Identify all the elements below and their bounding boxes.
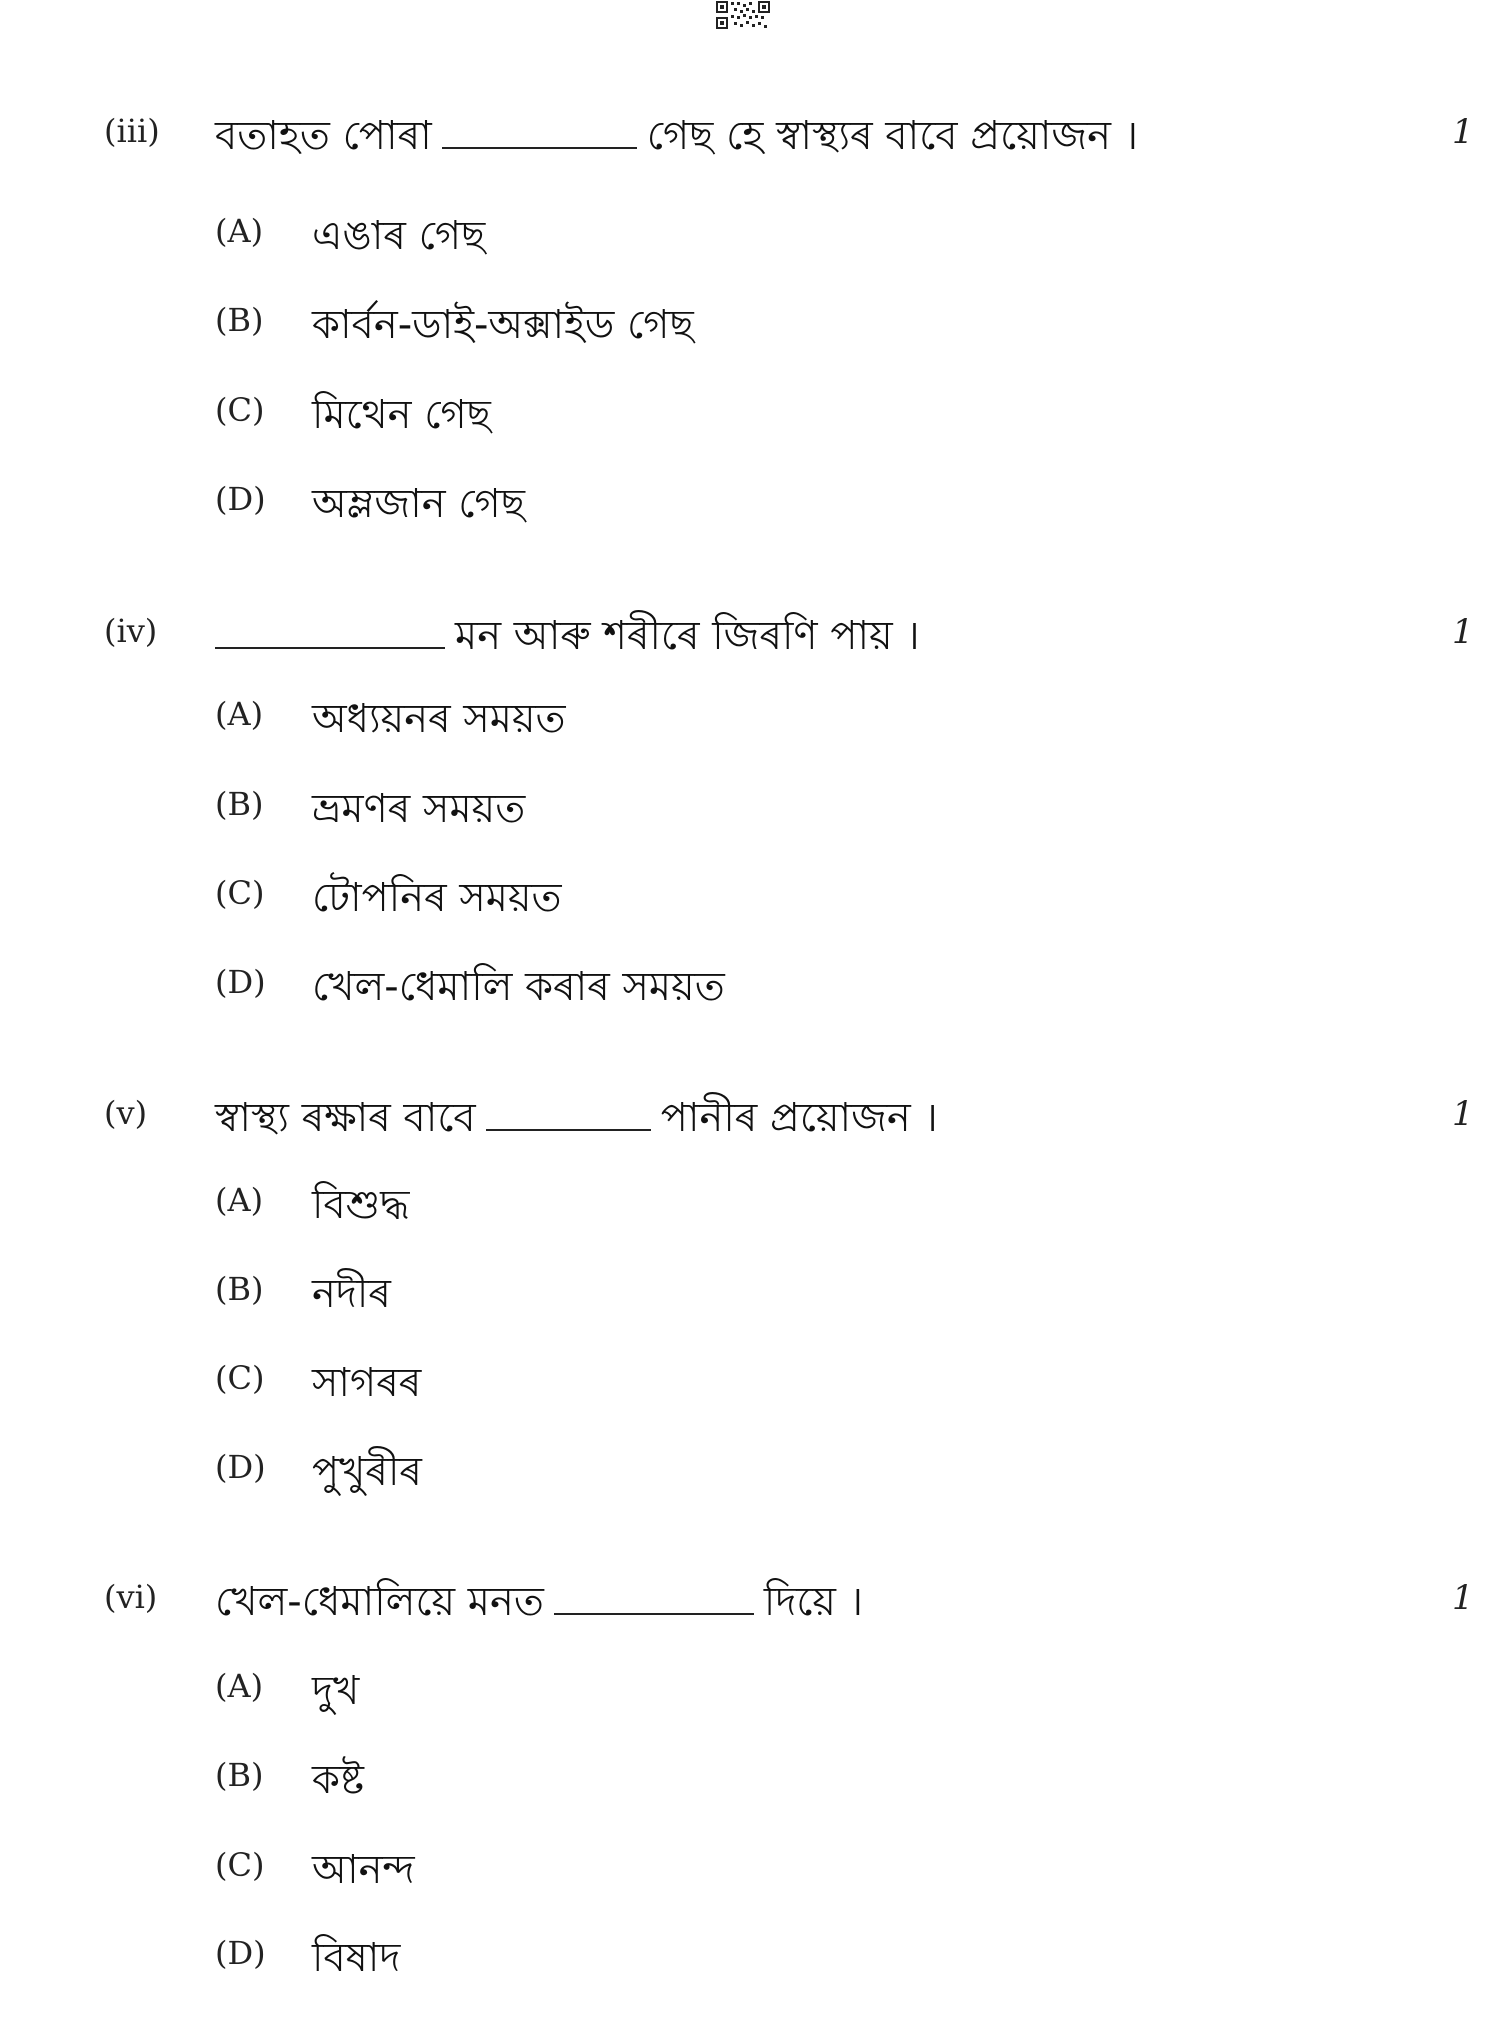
question-stem xyxy=(215,1570,863,1637)
option-text: টোপনিৰ সময়ত xyxy=(312,875,562,921)
question-stem xyxy=(215,104,1138,171)
option-letter: (B) xyxy=(215,301,264,339)
stem-after-blank: গেছ হে স্বাস্থ্যৰ বাবে প্ৰয়োজন । xyxy=(646,113,1139,159)
option-letter: (B) xyxy=(215,1270,264,1308)
option-letter: (D) xyxy=(215,480,266,518)
option-iv-d xyxy=(0,951,1505,1011)
option-letter: (C) xyxy=(215,1846,265,1884)
option-vi-c xyxy=(0,1834,1505,1894)
option-letter: (C) xyxy=(215,874,265,912)
option-text: আনন্দ xyxy=(312,1847,415,1893)
option-letter: (A) xyxy=(215,212,264,250)
option-text: কষ্ট xyxy=(312,1757,364,1803)
option-letter: (D) xyxy=(215,963,266,1001)
stem-after-blank: পানীৰ প্ৰয়োজন । xyxy=(660,1095,938,1141)
question-marks: 1 xyxy=(1452,1094,1474,1134)
answer-blank xyxy=(442,113,637,149)
option-iv-a xyxy=(0,683,1505,743)
option-vi-b xyxy=(0,1744,1505,1804)
question-marks: 1 xyxy=(1452,112,1474,152)
question-stem xyxy=(215,1086,938,1153)
option-v-d xyxy=(0,1436,1505,1496)
option-letter: (C) xyxy=(215,391,265,429)
option-iii-c xyxy=(0,379,1505,439)
answer-blank xyxy=(486,1095,651,1131)
option-text: পুখুৰীৰ xyxy=(312,1449,422,1495)
option-letter: (A) xyxy=(215,1667,264,1705)
option-letter: (A) xyxy=(215,1181,264,1219)
question-number: (vi) xyxy=(104,1578,158,1616)
option-letter: (A) xyxy=(215,695,264,733)
option-v-c xyxy=(0,1347,1505,1407)
option-text: ভ্ৰমণৰ সময়ত xyxy=(312,786,526,832)
question-stem xyxy=(215,604,920,671)
option-text: বিশুদ্ধ xyxy=(312,1182,410,1228)
option-v-a xyxy=(0,1169,1505,1229)
option-text: দুখ xyxy=(312,1668,360,1714)
option-vi-d xyxy=(0,1922,1505,1982)
option-letter: (B) xyxy=(215,1756,264,1794)
option-iv-b xyxy=(0,773,1505,833)
stem-before-blank: খেল-ধেমালিয়ে মনত xyxy=(215,1579,544,1625)
question-marks: 1 xyxy=(1452,612,1474,652)
question-number: (iii) xyxy=(104,112,160,150)
option-text: এঙাৰ গেছ xyxy=(312,213,486,259)
stem-after-blank: দিয়ে । xyxy=(763,1579,864,1625)
option-letter: (D) xyxy=(215,1448,266,1486)
question-marks: 1 xyxy=(1452,1578,1474,1618)
question-number: (v) xyxy=(104,1094,148,1132)
option-text: খেল-ধেমালি কৰাৰ সময়ত xyxy=(312,964,725,1010)
option-text: কাৰ্বন-ডাই-অক্সাইড গেছ xyxy=(312,302,694,348)
option-iii-b xyxy=(0,289,1505,349)
option-text: অম্লজান গেছ xyxy=(312,481,525,527)
option-v-b xyxy=(0,1258,1505,1318)
answer-blank xyxy=(215,613,445,649)
option-letter: (C) xyxy=(215,1359,265,1397)
option-letter: (B) xyxy=(215,785,264,823)
qr-code-icon xyxy=(715,0,771,30)
option-text: সাগৰৰ xyxy=(312,1360,422,1406)
option-text: অধ্যয়নৰ সময়ত xyxy=(312,696,566,742)
option-vi-a xyxy=(0,1655,1505,1715)
option-letter: (D) xyxy=(215,1934,266,1972)
stem-before-blank: বতাহত পোৰা xyxy=(215,113,432,159)
option-iv-c xyxy=(0,862,1505,922)
stem-before-blank: স্বাস্থ্য ৰক্ষাৰ বাবে xyxy=(215,1095,476,1141)
option-text: মিথেন গেছ xyxy=(312,392,491,438)
question-number: (iv) xyxy=(104,612,158,650)
option-iii-a xyxy=(0,200,1505,260)
option-text: নদীৰ xyxy=(312,1271,391,1317)
answer-blank xyxy=(554,1579,754,1615)
option-text: বিষাদ xyxy=(312,1935,401,1981)
option-iii-d xyxy=(0,468,1505,528)
stem-after-blank: মন আৰু শৰীৰে জিৰণি পায় । xyxy=(455,613,920,659)
